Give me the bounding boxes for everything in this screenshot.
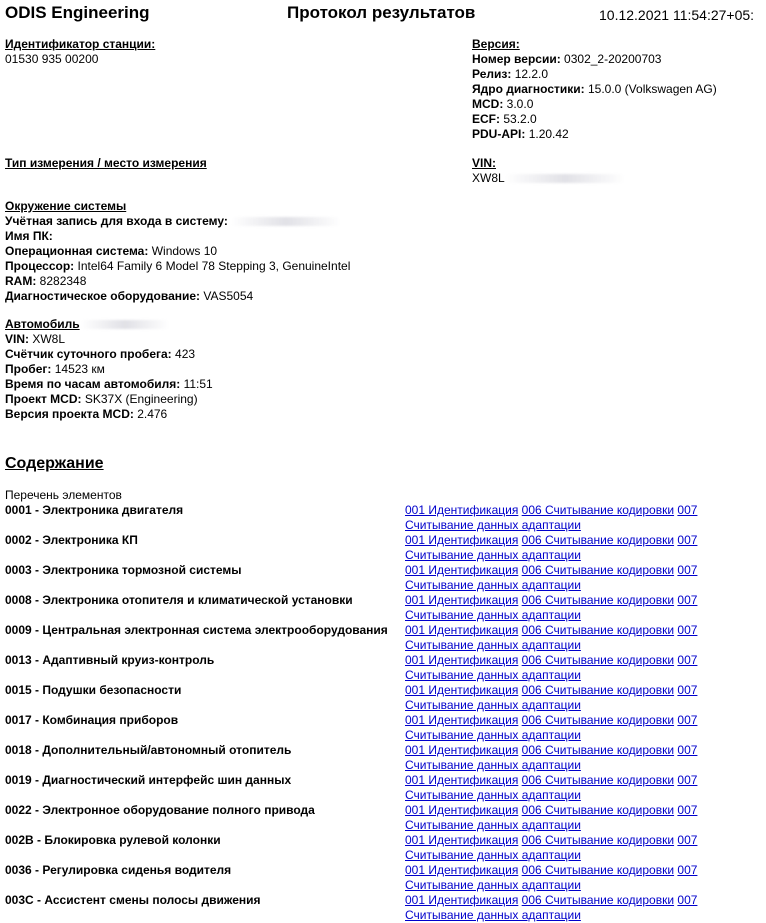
identification-link[interactable]: 001 Идентификация — [405, 743, 519, 757]
adaptation-link[interactable]: 007 Считывание данных адаптации — [405, 533, 698, 562]
adaptation-link[interactable]: 007 Считывание данных адаптации — [405, 623, 698, 652]
adaptation-link[interactable]: 007 Считывание данных адаптации — [405, 863, 698, 892]
env-pc-name — [5, 229, 53, 244]
adaptation-link[interactable]: 007 Считывание данных адаптации — [405, 713, 698, 742]
ecu-links — [405, 563, 766, 593]
label: Учётная запись для входа в систему: — [5, 214, 228, 228]
ecu-name: 0019 - Диагностический интерфейс шин данных — [5, 773, 292, 787]
adaptation-link[interactable]: 007 Считывание данных адаптации — [405, 743, 698, 772]
value: 1.20.42 — [528, 127, 569, 141]
table-row — [5, 893, 766, 923]
vehicle-mcd-version — [5, 407, 167, 422]
coding-link[interactable]: 006 Считывание кодировки — [521, 743, 675, 757]
version-heading: Версия: — [472, 37, 520, 51]
ecu-name: 0036 - Регулировка сиденья водителя — [5, 863, 232, 877]
ecu-name: 003C - Ассистент смены полосы движения — [5, 893, 261, 907]
value: XW8L — [32, 332, 66, 346]
env-diag-hw — [5, 289, 253, 304]
label: Имя ПК: — [5, 229, 53, 243]
label: PDU-API: — [472, 127, 526, 141]
ecu-name: 0008 - Электроника отопителя и климатической установки — [5, 593, 353, 607]
coding-link[interactable]: 006 Считывание кодировки — [521, 623, 675, 637]
vehicle-vin — [5, 332, 65, 347]
version-pduapi — [472, 127, 569, 142]
label: RAM: — [5, 274, 37, 288]
label: MCD: — [472, 97, 504, 111]
value: Windows 10 — [151, 244, 218, 258]
table-row — [5, 503, 766, 533]
adaptation-link[interactable]: 007 Считывание данных адаптации — [405, 803, 698, 832]
redacted-mark — [505, 174, 625, 183]
env-cpu — [5, 259, 350, 274]
value: 3.0.0 — [506, 97, 534, 111]
identification-link[interactable]: 001 Идентификация — [405, 683, 519, 697]
value: 423 — [175, 347, 196, 361]
version-release — [472, 67, 548, 82]
identification-link[interactable]: 001 Идентификация — [405, 863, 519, 877]
value: 8282348 — [39, 274, 87, 288]
adaptation-link[interactable]: 007 Считывание данных адаптации — [405, 653, 698, 682]
label: Версия проекта MCD: — [5, 407, 134, 421]
table-row — [5, 623, 766, 653]
table-row — [5, 803, 766, 833]
adaptation-link[interactable]: 007 Считывание данных адаптации — [405, 593, 698, 622]
station-value: 01530 935 00200 — [5, 52, 99, 66]
vin-value — [472, 171, 625, 186]
coding-link[interactable]: 006 Считывание кодировки — [521, 593, 675, 607]
value: 14523 км — [54, 362, 105, 376]
identification-link[interactable]: 001 Идентификация — [405, 623, 519, 637]
label: Номер версии: — [472, 52, 561, 66]
vehicle-heading-line — [5, 317, 170, 332]
label: Ядро диагностики: — [472, 82, 585, 96]
ecu-name: 0018 - Дополнительный/автономный отопитель — [5, 743, 292, 757]
ecu-links — [405, 653, 766, 683]
value: 0302_2-20200703 — [564, 52, 662, 66]
identification-link[interactable]: 001 Идентификация — [405, 563, 519, 577]
coding-link[interactable]: 006 Считывание кодировки — [521, 773, 675, 787]
ecu-links — [405, 593, 766, 623]
ecu-links — [405, 743, 766, 773]
adaptation-link[interactable]: 007 Считывание данных адаптации — [405, 893, 698, 922]
value: 2.476 — [137, 407, 168, 421]
vin-text: XW8L — [472, 171, 505, 185]
ecu-links — [405, 533, 766, 563]
version-core — [472, 82, 717, 97]
ecu-name: 0009 - Центральная электронная система электрооборудования — [5, 623, 388, 637]
identification-link[interactable]: 001 Идентификация — [405, 803, 519, 817]
redacted-mark — [80, 320, 170, 329]
env-ram — [5, 274, 86, 289]
value: Intel64 Family 6 Model 78 Stepping 3, GenuineIntel — [77, 259, 351, 273]
label: Релиз: — [472, 67, 512, 81]
identification-link[interactable]: 001 Идентификация — [405, 893, 519, 907]
ecu-name: 0017 - Комбинация приборов — [5, 713, 179, 727]
ecu-links — [405, 863, 766, 893]
table-row — [5, 563, 766, 593]
identification-link[interactable]: 001 Идентификация — [405, 713, 519, 727]
label: Проект MCD: — [5, 392, 82, 406]
measure-heading: Тип измерения / место измерения — [5, 156, 207, 170]
vin-heading: VIN: — [472, 156, 496, 170]
vehicle-mcd-project — [5, 392, 198, 407]
table-row — [5, 713, 766, 743]
coding-link[interactable]: 006 Считывание кодировки — [521, 503, 675, 517]
page-title: Протокол результатов — [287, 3, 476, 22]
vehicle-clock — [5, 377, 213, 392]
coding-link[interactable]: 006 Считывание кодировки — [521, 833, 675, 847]
identification-link[interactable]: 001 Идентификация — [405, 773, 519, 787]
adaptation-link[interactable]: 007 Считывание данных адаптации — [405, 503, 698, 532]
coding-link[interactable]: 006 Считывание кодировки — [521, 863, 675, 877]
ecu-name: 0001 - Электроника двигателя — [5, 503, 184, 517]
table-row — [5, 533, 766, 563]
table-row — [5, 863, 766, 893]
report-datetime: 10.12.2021 11:54:27+05: — [599, 7, 755, 23]
ecu-links — [405, 713, 766, 743]
value: SK37X (Engineering) — [84, 392, 198, 406]
coding-link[interactable]: 006 Считывание кодировки — [521, 713, 675, 727]
ecu-name: 0015 - Подушки безопасности — [5, 683, 182, 697]
ecu-links — [405, 833, 766, 863]
coding-link[interactable]: 006 Считывание кодировки — [521, 683, 675, 697]
ecu-links — [405, 623, 766, 653]
identification-link[interactable]: 001 Идентификация — [405, 593, 519, 607]
value: 53.2.0 — [503, 112, 537, 126]
ecu-name: 002B - Блокировка рулевой колонки — [5, 833, 221, 847]
table-row — [5, 683, 766, 713]
label: Процессор: — [5, 259, 75, 273]
table-row — [5, 653, 766, 683]
value: VAS5054 — [203, 289, 254, 303]
identification-link[interactable]: 001 Идентификация — [405, 833, 519, 847]
ecu-name: 0002 - Электроника КП — [5, 533, 138, 547]
value: 15.0.0 (Volkswagen AG) — [587, 82, 717, 96]
ecu-name: 0003 - Электроника тормозной системы — [5, 563, 242, 577]
label: Операционная система: — [5, 244, 149, 258]
label: Время по часам автомобиля: — [5, 377, 181, 391]
table-row — [5, 743, 766, 773]
version-ecf — [472, 112, 537, 127]
identification-link[interactable]: 001 Идентификация — [405, 653, 519, 667]
coding-link[interactable]: 006 Считывание кодировки — [521, 653, 675, 667]
ecu-links — [405, 503, 766, 533]
label: VIN: — [5, 332, 29, 346]
adaptation-link[interactable]: 007 Считывание данных адаптации — [405, 833, 698, 862]
coding-link[interactable]: 006 Считывание кодировки — [521, 563, 675, 577]
version-mcd — [472, 97, 533, 112]
table-row — [5, 773, 766, 803]
table-row — [5, 593, 766, 623]
coding-link[interactable]: 006 Считывание кодировки — [521, 803, 675, 817]
label: ECF: — [472, 112, 500, 126]
identification-link[interactable]: 001 Идентификация — [405, 533, 519, 547]
adaptation-link[interactable]: 007 Считывание данных адаптации — [405, 773, 698, 802]
ecu-links — [405, 803, 766, 833]
ecu-name: 0022 - Электронное оборудование полного привода — [5, 803, 315, 817]
version-number — [472, 52, 661, 67]
vehicle-mileage — [5, 362, 105, 377]
vehicle-heading: Автомобиль — [5, 317, 80, 331]
env-login — [5, 214, 341, 229]
environment-heading: Окружение системы — [5, 199, 127, 213]
label: Диагностическое оборудование: — [5, 289, 201, 303]
adaptation-link[interactable]: 007 Считывание данных адаптации — [405, 683, 698, 712]
table-row — [5, 833, 766, 863]
ecu-links — [405, 683, 766, 713]
value: 11:51 — [183, 377, 213, 391]
adaptation-link[interactable]: 007 Считывание данных адаптации — [405, 563, 698, 592]
coding-link[interactable]: 006 Считывание кодировки — [521, 893, 675, 907]
ecu-links — [405, 773, 766, 803]
station-heading: Идентификатор станции: — [5, 37, 156, 51]
identification-link[interactable]: 001 Идентификация — [405, 503, 519, 517]
app-name: ODIS Engineering — [5, 3, 150, 22]
vehicle-trip — [5, 347, 195, 362]
coding-link[interactable]: 006 Считывание кодировки — [521, 533, 675, 547]
ecu-name: 0013 - Адаптивный круиз-контроль — [5, 653, 215, 667]
label: Счётчик суточного пробега: — [5, 347, 172, 361]
ecu-links — [405, 893, 766, 923]
contents-title: Содержание — [5, 455, 104, 472]
contents-caption: Перечень элементов — [5, 488, 122, 502]
label: Пробег: — [5, 362, 52, 376]
env-os — [5, 244, 217, 259]
value: 12.2.0 — [514, 67, 549, 81]
redacted-mark — [231, 217, 341, 226]
